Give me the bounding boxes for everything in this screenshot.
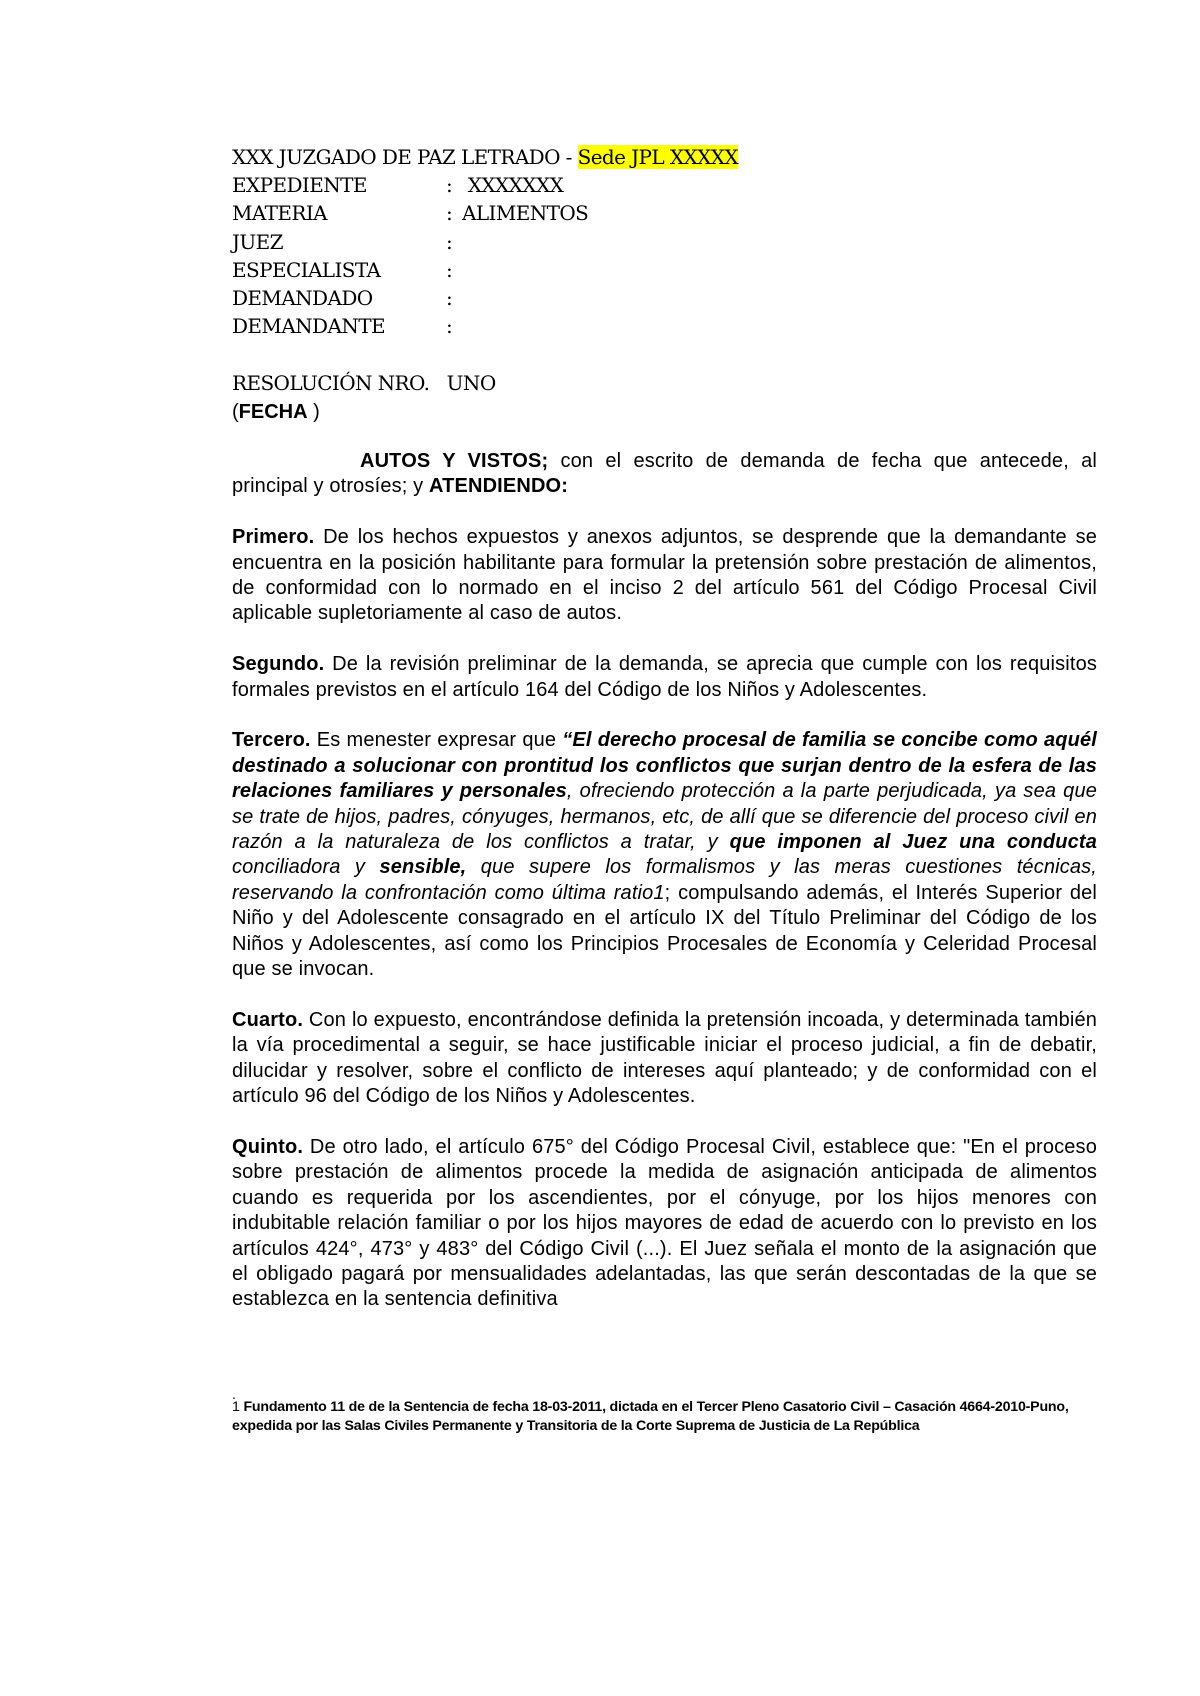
court-name: XXX JUZGADO DE PAZ LETRADO - <box>232 145 578 169</box>
quote-bold-3: sensible, <box>379 856 467 879</box>
header-field-demandado: DEMANDADO : <box>232 286 453 311</box>
paragraph-label: Tercero. <box>232 729 311 752</box>
paragraph-label: Quinto. <box>232 1135 304 1158</box>
resolution-title: RESOLUCIÓN NRO. UNO <box>232 371 496 395</box>
resolution-heading <box>232 369 496 426</box>
quote-bold-1: “El derecho procesal de familia se concibe como aquél destinado a solucionar con prontitud los conflictos que surjan dentro de la esfera de las relaciones familiares y personales <box>232 729 1098 803</box>
paragraph-primero: Primero. De los hechos expuestos y anexos adjuntos, se desprende que la demandante se encuentra en la posición habilitante para formular la pretensión sobre prestación de alimentos, de conformidad con lo normado en el inciso 2 del artículo 561 del Código Procesal Civil aplicable supletoriamente al caso de autos. <box>232 526 1097 625</box>
resolution-body <box>232 449 1097 1338</box>
header-field-especialista: ESPECIALISTA : <box>232 257 453 282</box>
paragraph-cuarto: Cuarto. Con lo expuesto, encontrándose definida la pretensión incoada, y determinada también la vía procedimental a seguir, se hace justificable iniciar el proceso judicial, a fin de debatir, dilucidar y resolver, sobre el conflicto de intereses aquí planteado; y de conformidad con el artículo 96 del Código de los Niños y Adolescentes. <box>232 1008 1097 1108</box>
header-field-juez: JUEZ : <box>232 229 453 254</box>
court-sede-highlight: Sede JPL XXXXX <box>577 145 739 169</box>
footnote-text: Fundamento 11 de de la Sentencia de fecha 18-03-2011, dictada en el Tercer Pleno Casatorio Civil – Casación 4664-2010-Puno, expedida por las Salas Civiles Permanente y Transitoria de la Corte Suprema de Justicia de La República <box>232 1399 1069 1434</box>
paragraph-quinto: Quinto. De otro lado, el artículo 675° del Código Procesal Civil, establece que: "En el proceso sobre prestación de alimentos procede la medida de asignación anticipada de alimentos cuando es requerida por los ascendientes, por el cónyuge, por los hijos menores con indubitable relación familiar o por los hijos mayores de edad de acuerdo con lo previsto en los artículos 424°, 473° y 483° del Código Civil (...). El Juez señala el monto de la asignación que el obligado pagará por mensualidades adelantadas, las que serán descontadas de la que se establezca en la sentencia definitiva <box>232 1135 1097 1311</box>
paragraph-label: Cuarto. <box>232 1008 304 1031</box>
header-field-demandante: DEMANDANTE : <box>232 314 453 339</box>
resolution-date: (FECHA ) <box>232 401 320 423</box>
quote-bold-2: que imponen al Juez una conducta <box>729 831 1097 854</box>
footnote <box>232 1398 1082 1436</box>
footnote-number: 1 <box>232 1399 240 1415</box>
case-header <box>232 143 932 340</box>
paragraph-tercero: Tercero. Es menester expresar que “El derecho procesal de familia se concibe como aquél destinado a solucionar con prontitud los conflictos que surjan dentro de la esfera de las relaciones familiares y personales, ofreciendo protección a la parte perjudicada, ya sea que se trate de hijos, padres, cónyuges, hermanos, etc, de allí que se diferencie del proceso civil en razón a la naturaleza de los conflictos a tratar, y que imponen al Juez una conducta conciliadora y sensible, que supere los formalismos y las meras cuestiones técnicas, reservando la confrontación como última ratio1; compulsando además, el Interés Superior del Niño y del Adolescente consagrado en el artículo IX del Título Preliminar del Código de los Niños y Adolescentes, así como los Principios Procesales de Economía y Celeridad Procesal que se invocan. <box>232 729 1098 981</box>
header-field-expediente: EXPEDIENTE : XXXXXXX <box>232 173 564 198</box>
header-field-materia: MATERIA : ALIMENTOS <box>232 201 589 226</box>
intro-paragraph: AUTOS Y VISTOS; con el escrito de demanda de fecha que antecede, al principal y otrosíes; y ATENDIENDO: <box>232 450 1097 498</box>
paragraph-label: Segundo. <box>232 653 325 676</box>
footnote-separator: . <box>232 1386 236 1402</box>
paragraph-label: Primero. <box>232 526 315 549</box>
court-line <box>232 143 932 171</box>
date-placeholder: FECHA <box>238 401 308 423</box>
paragraph-segundo: Segundo. De la revisión preliminar de la demanda, se aprecia que cumple con los requisitos formales previstos en el artículo 164 del Código de los Niños y Adolescentes. <box>232 653 1097 701</box>
